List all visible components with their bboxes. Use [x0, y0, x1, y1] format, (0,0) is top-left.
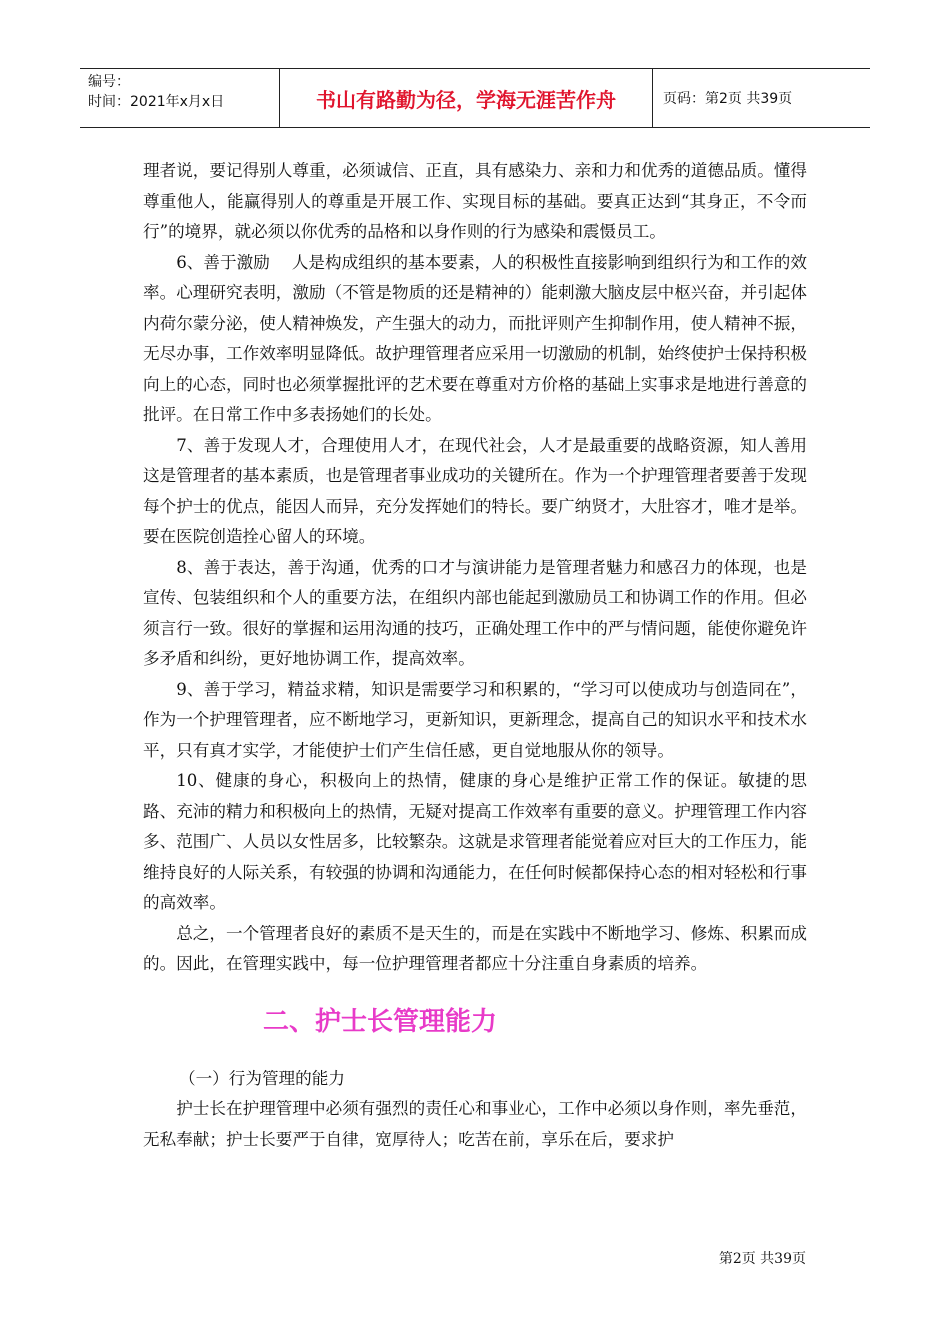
section-title: 二、护士长管理能力 [263, 1006, 498, 1037]
paragraph: 8、善于表达，善于沟通，优秀的口才与演讲能力是管理者魅力和感召力的体现，也是宣传、包装组织和个人的重要方法，在组织内部也能起到激励员工和协调工作的作用。但必须言行一致。很好的掌握和运用沟通的技巧，正确处理工作中的严与情问题，能使你避免许多矛盾和纠纷，更好地协调工作，提高效率。 [143, 557, 807, 668]
paragraph: 7、善于发现人才，合理使用人才，在现代社会，人才是最重要的战略资源，知人善用这是管理者的基本素质，也是管理者事业成功的关键所在。作为一个护理管理者要善于发现每个护士的优点，能因人而异，充分发挥她们的特长。要广纳贤才，大肚容才，唯才是举。要在医院创造拴心留人的环境。 [143, 435, 807, 546]
header-motto: 书山有路勤为径，学海无涯苦作舟 [280, 69, 653, 127]
paragraph: 理者说，要记得别人尊重，必须诚信、正直，具有感染力、亲和力和优秀的道德品质。懂得尊重他人，能赢得别人的尊重是开展工作、实现目标的基础。要真正达到“其身正，不令而行”的境界，就必须以你优秀的品格和以身作则的行为感染和震慑员工。 [143, 161, 807, 241]
header-page-info: 页码：第2页 共39页 [663, 91, 793, 107]
subsection-heading: （一）行为管理的能力 [179, 1068, 345, 1088]
paragraph: 9、善于学习，精益求精，知识是需要学习和积累的，“学习可以使成功与创造同在”，作为一个护理管理者，应不断地学习，更新知识，更新理念，提高自己的知识水平和技术水平，只有真才实学，才能使护士们产生信任感，更自觉地服从你的领导。 [143, 679, 807, 760]
paragraph: 6、善于激励 人是构成组织的基本要素，人的积极性直接影响到组织行为和工作的效率。心理研究表明，激励（不管是物质的还是精神的）能刺激大脑皮层中枢兴奋，并引起体内荷尔蒙分泌，使人精神焕发，产生强大的动力，而批评则产生抑制作用，使人精神不振，无尽办事，工作效率明显降低。故护理管理者应采用一切激励的机制，始终使护士保持积极向上的心态，同时也必须掌握批评的艺术要在尊重对方价格的基础上实事求是地进行善意的批评。在日常工作中多表扬她们的长处。 [143, 252, 807, 424]
paragraph: 护士长在护理管理中必须有强烈的责任心和事业心，工作中必须以身作则，率先垂范，无私奉献；护士长要严于自律，宽厚待人；吃苦在前，享乐在后，要求护 [143, 1099, 807, 1149]
page-header [80, 68, 870, 128]
document-body [143, 156, 807, 1155]
paragraph: 10、健康的身心，积极向上的热情，健康的身心是维护正常工作的保证。敏捷的思路、充沛的精力和积极向上的热情，无疑对提高工作效率有重要的意义。护理管理工作内容多、范围广、人员以女性居多，比较繁杂。这就是求管理者能觉着应对巨大的工作压力，能维持良好的人际关系，有较强的协调和沟通能力，在任何时候都保持心态的相对轻松和行事的高效率。 [143, 771, 807, 912]
document-time-label: 时间：2021年x月x日 [88, 94, 225, 110]
page-footer: 第2页 共39页 [718, 1251, 806, 1267]
paragraph: 总之，一个管理者良好的素质不是天生的，而是在实践中不断地学习、修炼、积累而成的。因此，在管理实践中，每一位护理管理者都应十分注重自身素质的培养。 [143, 923, 807, 973]
document-number-label: 编号： [88, 74, 130, 90]
header-meta [80, 69, 280, 127]
